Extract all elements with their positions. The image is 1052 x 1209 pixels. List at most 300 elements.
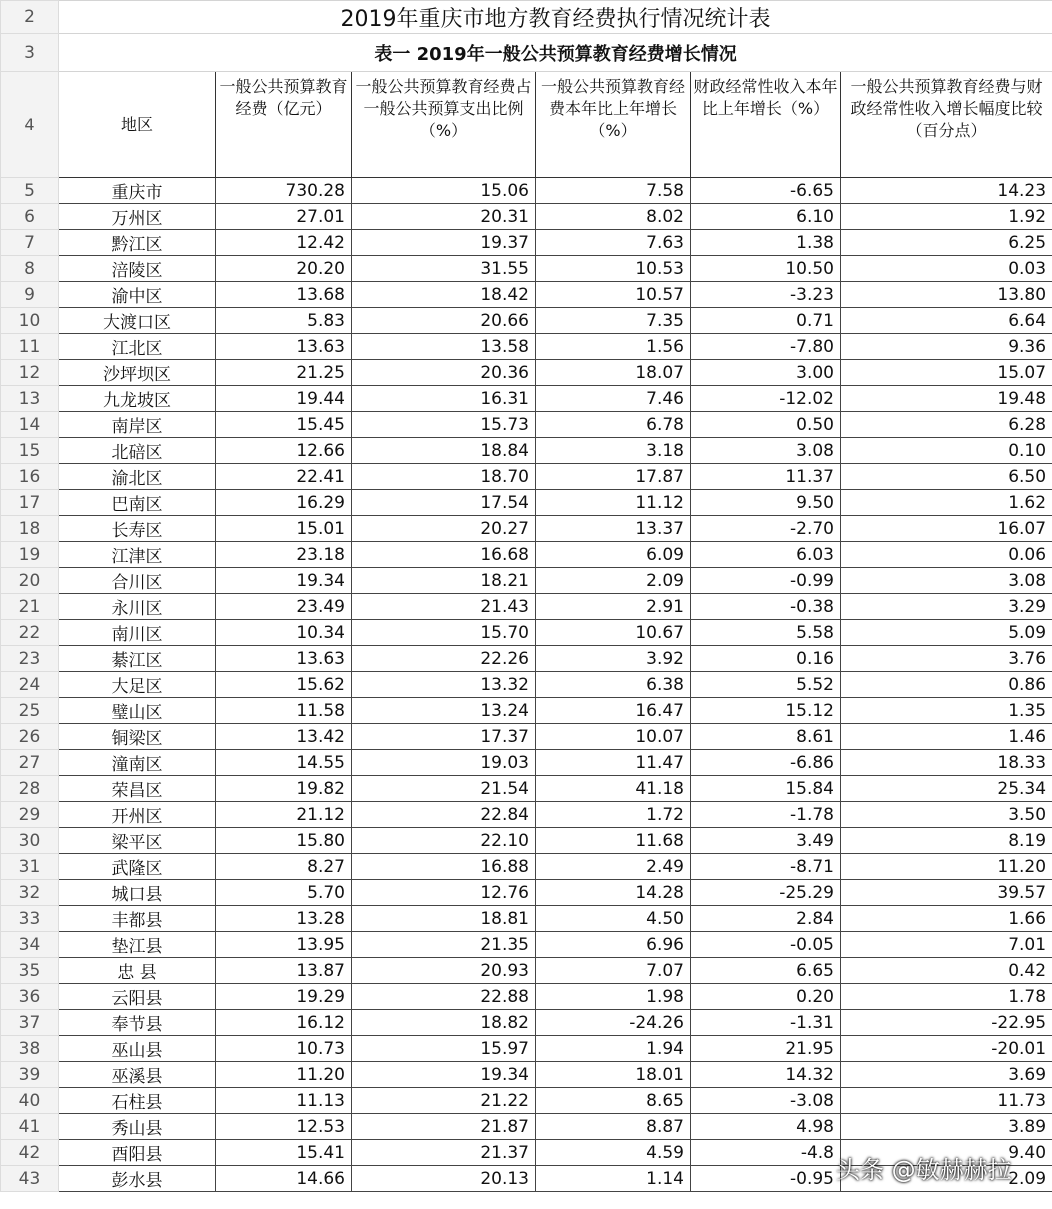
share-cell[interactable]: 22.26 (352, 646, 536, 672)
funds-growth-cell[interactable]: 10.53 (536, 256, 691, 282)
education-funds-cell[interactable]: 13.42 (216, 724, 352, 750)
comparison-cell[interactable]: 6.50 (841, 464, 1052, 490)
region-cell[interactable]: 渝北区 (59, 464, 216, 490)
funds-growth-cell[interactable]: 11.12 (536, 490, 691, 516)
education-funds-cell[interactable]: 22.41 (216, 464, 352, 490)
row-number: 26 (1, 724, 59, 750)
education-funds-cell[interactable]: 23.18 (216, 542, 352, 568)
funds-growth-cell[interactable]: 18.01 (536, 1062, 691, 1088)
table-row (1, 230, 1052, 256)
education-funds-cell[interactable]: 15.45 (216, 412, 352, 438)
revenue-growth-cell[interactable]: 9.50 (691, 490, 841, 516)
funds-growth-cell[interactable]: 1.56 (536, 334, 691, 360)
comparison-cell[interactable]: 6.25 (841, 230, 1052, 256)
revenue-growth-cell[interactable]: 11.37 (691, 464, 841, 490)
comparison-cell[interactable]: 0.10 (841, 438, 1052, 464)
share-cell[interactable]: 22.88 (352, 984, 536, 1010)
revenue-growth-cell[interactable]: 1.38 (691, 230, 841, 256)
comparison-cell[interactable]: 3.29 (841, 594, 1052, 620)
share-cell[interactable]: 18.84 (352, 438, 536, 464)
share-cell[interactable]: 18.42 (352, 282, 536, 308)
funds-growth-cell[interactable]: 41.18 (536, 776, 691, 802)
table-row (1, 516, 1052, 542)
revenue-growth-cell[interactable]: 0.50 (691, 412, 841, 438)
comparison-cell[interactable]: 0.86 (841, 672, 1052, 698)
table-row (1, 984, 1052, 1010)
table-row (1, 854, 1052, 880)
revenue-growth-cell[interactable]: -7.80 (691, 334, 841, 360)
education-funds-cell[interactable]: 13.28 (216, 906, 352, 932)
table-row (1, 1036, 1052, 1062)
header-funds-growth[interactable]: 一般公共预算教育经费本年比上年增长（%） (536, 72, 691, 178)
region-cell[interactable]: 长寿区 (59, 516, 216, 542)
row-number: 10 (1, 308, 59, 334)
header-education-funds[interactable]: 一般公共预算教育经费（亿元） (216, 72, 352, 178)
region-cell[interactable]: 合川区 (59, 568, 216, 594)
share-cell[interactable]: 19.03 (352, 750, 536, 776)
row-number: 11 (1, 334, 59, 360)
header-revenue-growth[interactable]: 财政经常性收入本年比上年增长（%） (691, 72, 841, 178)
region-cell[interactable]: 巴南区 (59, 490, 216, 516)
funds-growth-cell[interactable]: 2.49 (536, 854, 691, 880)
share-cell[interactable]: 21.87 (352, 1114, 536, 1140)
share-cell[interactable]: 16.31 (352, 386, 536, 412)
row-number: 37 (1, 1010, 59, 1036)
education-funds-cell[interactable]: 27.01 (216, 204, 352, 230)
share-cell[interactable]: 19.37 (352, 230, 536, 256)
comparison-cell[interactable]: 6.28 (841, 412, 1052, 438)
share-cell[interactable]: 20.13 (352, 1166, 536, 1192)
table-row (1, 178, 1052, 204)
region-cell[interactable]: 荣昌区 (59, 776, 216, 802)
comparison-cell[interactable]: 0.03 (841, 256, 1052, 282)
revenue-growth-cell[interactable]: 6.10 (691, 204, 841, 230)
revenue-growth-cell[interactable]: 4.98 (691, 1114, 841, 1140)
share-cell[interactable]: 17.37 (352, 724, 536, 750)
revenue-growth-cell[interactable]: -0.38 (691, 594, 841, 620)
comparison-cell[interactable]: 3.76 (841, 646, 1052, 672)
share-cell[interactable]: 13.24 (352, 698, 536, 724)
comparison-cell[interactable]: 8.19 (841, 828, 1052, 854)
row-number: 13 (1, 386, 59, 412)
funds-growth-cell[interactable]: 1.72 (536, 802, 691, 828)
comparison-cell[interactable]: 25.34 (841, 776, 1052, 802)
share-cell[interactable]: 20.31 (352, 204, 536, 230)
revenue-growth-cell[interactable]: 6.65 (691, 958, 841, 984)
education-funds-cell[interactable]: 10.34 (216, 620, 352, 646)
header-region[interactable]: 地区 (59, 72, 216, 178)
share-cell[interactable]: 13.58 (352, 334, 536, 360)
region-cell[interactable]: 大渡口区 (59, 308, 216, 334)
table-row (1, 308, 1052, 334)
funds-growth-cell[interactable]: 16.47 (536, 698, 691, 724)
region-cell[interactable]: 酉阳县 (59, 1140, 216, 1166)
education-funds-cell[interactable]: 19.34 (216, 568, 352, 594)
revenue-growth-cell[interactable]: 6.03 (691, 542, 841, 568)
table-row (1, 386, 1052, 412)
share-cell[interactable]: 16.68 (352, 542, 536, 568)
comparison-cell[interactable]: 5.09 (841, 620, 1052, 646)
revenue-growth-cell[interactable]: 0.16 (691, 646, 841, 672)
funds-growth-cell[interactable]: 11.68 (536, 828, 691, 854)
funds-growth-cell[interactable]: 18.07 (536, 360, 691, 386)
revenue-growth-cell[interactable]: 3.00 (691, 360, 841, 386)
row-number: 41 (1, 1114, 59, 1140)
region-cell[interactable]: 垫江县 (59, 932, 216, 958)
revenue-growth-cell[interactable]: 0.71 (691, 308, 841, 334)
table-row (1, 750, 1052, 776)
education-funds-cell[interactable]: 19.82 (216, 776, 352, 802)
row-number: 34 (1, 932, 59, 958)
revenue-growth-cell[interactable]: 5.58 (691, 620, 841, 646)
comparison-cell[interactable]: 16.07 (841, 516, 1052, 542)
table-row (1, 568, 1052, 594)
revenue-growth-cell[interactable]: -3.23 (691, 282, 841, 308)
region-cell[interactable]: 梁平区 (59, 828, 216, 854)
education-funds-cell[interactable]: 12.53 (216, 1114, 352, 1140)
region-cell[interactable]: 武隆区 (59, 854, 216, 880)
revenue-growth-cell[interactable]: 2.84 (691, 906, 841, 932)
row-number: 2 (1, 1, 59, 34)
comparison-cell[interactable]: 1.35 (841, 698, 1052, 724)
revenue-growth-cell[interactable]: -0.05 (691, 932, 841, 958)
funds-growth-cell[interactable]: 6.96 (536, 932, 691, 958)
education-funds-cell[interactable]: 13.95 (216, 932, 352, 958)
funds-growth-cell[interactable]: 7.58 (536, 178, 691, 204)
revenue-growth-cell[interactable]: 3.08 (691, 438, 841, 464)
comparison-cell[interactable]: 13.80 (841, 282, 1052, 308)
row-number: 14 (1, 412, 59, 438)
share-cell[interactable]: 15.97 (352, 1036, 536, 1062)
region-cell[interactable]: 彭水县 (59, 1166, 216, 1192)
comparison-cell[interactable]: 3.08 (841, 568, 1052, 594)
funds-growth-cell[interactable]: 4.59 (536, 1140, 691, 1166)
revenue-growth-cell[interactable]: -4.8 (691, 1140, 841, 1166)
region-cell[interactable]: 南岸区 (59, 412, 216, 438)
row-number: 23 (1, 646, 59, 672)
region-cell[interactable]: 南川区 (59, 620, 216, 646)
funds-growth-cell[interactable]: 10.07 (536, 724, 691, 750)
share-cell[interactable]: 15.06 (352, 178, 536, 204)
funds-growth-cell[interactable]: 7.46 (536, 386, 691, 412)
revenue-growth-cell[interactable]: -6.65 (691, 178, 841, 204)
row-number: 15 (1, 438, 59, 464)
row-number: 22 (1, 620, 59, 646)
funds-growth-cell[interactable]: 10.67 (536, 620, 691, 646)
region-cell[interactable]: 永川区 (59, 594, 216, 620)
region-cell[interactable]: 铜梁区 (59, 724, 216, 750)
funds-growth-cell[interactable]: 7.35 (536, 308, 691, 334)
education-funds-cell[interactable]: 12.66 (216, 438, 352, 464)
table-row (1, 906, 1052, 932)
funds-growth-cell[interactable]: 2.91 (536, 594, 691, 620)
funds-growth-cell[interactable]: 1.94 (536, 1036, 691, 1062)
revenue-growth-cell[interactable]: 21.95 (691, 1036, 841, 1062)
region-cell[interactable]: 忠 县 (59, 958, 216, 984)
education-funds-cell[interactable]: 5.83 (216, 308, 352, 334)
funds-growth-cell[interactable]: -24.26 (536, 1010, 691, 1036)
share-cell[interactable]: 20.93 (352, 958, 536, 984)
comparison-cell[interactable]: 19.48 (841, 386, 1052, 412)
table-row (1, 646, 1052, 672)
comparison-cell[interactable]: 18.33 (841, 750, 1052, 776)
share-cell[interactable]: 19.34 (352, 1062, 536, 1088)
table-row (1, 698, 1052, 724)
table-row (1, 464, 1052, 490)
region-cell[interactable]: 城口县 (59, 880, 216, 906)
funds-growth-cell[interactable]: 17.87 (536, 464, 691, 490)
row-number: 27 (1, 750, 59, 776)
funds-growth-cell[interactable]: 7.63 (536, 230, 691, 256)
table-row (1, 672, 1052, 698)
revenue-growth-cell[interactable]: 5.52 (691, 672, 841, 698)
table-row (1, 282, 1052, 308)
education-funds-cell[interactable]: 19.29 (216, 984, 352, 1010)
revenue-growth-cell[interactable]: -3.08 (691, 1088, 841, 1114)
region-cell[interactable]: 潼南区 (59, 750, 216, 776)
region-cell[interactable]: 九龙坡区 (59, 386, 216, 412)
revenue-growth-cell[interactable]: 14.32 (691, 1062, 841, 1088)
funds-growth-cell[interactable]: 8.02 (536, 204, 691, 230)
revenue-growth-cell[interactable]: -25.29 (691, 880, 841, 906)
comparison-cell[interactable]: 14.23 (841, 178, 1052, 204)
education-funds-cell[interactable]: 8.27 (216, 854, 352, 880)
revenue-growth-cell[interactable]: -1.78 (691, 802, 841, 828)
funds-growth-cell[interactable]: 3.92 (536, 646, 691, 672)
comparison-cell[interactable]: 1.62 (841, 490, 1052, 516)
comparison-cell[interactable]: 1.66 (841, 906, 1052, 932)
revenue-growth-cell[interactable]: -1.31 (691, 1010, 841, 1036)
row-number: 21 (1, 594, 59, 620)
region-cell[interactable]: 北碚区 (59, 438, 216, 464)
comparison-cell[interactable]: 1.46 (841, 724, 1052, 750)
revenue-growth-cell[interactable]: -8.71 (691, 854, 841, 880)
education-funds-cell[interactable]: 15.62 (216, 672, 352, 698)
comparison-cell[interactable]: 39.57 (841, 880, 1052, 906)
region-cell[interactable]: 璧山区 (59, 698, 216, 724)
comparison-cell[interactable]: 0.42 (841, 958, 1052, 984)
table-row (1, 932, 1052, 958)
revenue-growth-cell[interactable]: -0.95 (691, 1166, 841, 1192)
watermark-text: 头条 @敏赫赫拉 (836, 1156, 1012, 1184)
row-number: 40 (1, 1088, 59, 1114)
education-funds-cell[interactable]: 11.20 (216, 1062, 352, 1088)
funds-growth-cell[interactable]: 11.47 (536, 750, 691, 776)
region-cell[interactable]: 大足区 (59, 672, 216, 698)
share-cell[interactable]: 22.10 (352, 828, 536, 854)
funds-growth-cell[interactable]: 6.38 (536, 672, 691, 698)
education-funds-cell[interactable]: 20.20 (216, 256, 352, 282)
row-number: 36 (1, 984, 59, 1010)
region-cell[interactable]: 綦江区 (59, 646, 216, 672)
education-funds-cell[interactable]: 10.73 (216, 1036, 352, 1062)
row-number: 32 (1, 880, 59, 906)
share-cell[interactable]: 18.81 (352, 906, 536, 932)
region-cell[interactable]: 秀山县 (59, 1114, 216, 1140)
share-cell[interactable]: 16.88 (352, 854, 536, 880)
comparison-cell[interactable]: 11.73 (841, 1088, 1052, 1114)
table-row (1, 1114, 1052, 1140)
revenue-growth-cell[interactable]: 15.12 (691, 698, 841, 724)
row-number: 9 (1, 282, 59, 308)
share-cell[interactable]: 20.66 (352, 308, 536, 334)
education-funds-cell[interactable]: 12.42 (216, 230, 352, 256)
education-funds-cell[interactable]: 19.44 (216, 386, 352, 412)
education-funds-cell[interactable]: 13.87 (216, 958, 352, 984)
education-funds-cell[interactable]: 16.12 (216, 1010, 352, 1036)
table-row (1, 802, 1052, 828)
education-funds-cell[interactable]: 5.70 (216, 880, 352, 906)
region-cell[interactable]: 黔江区 (59, 230, 216, 256)
education-funds-cell[interactable]: 730.28 (216, 178, 352, 204)
revenue-growth-cell[interactable]: 0.20 (691, 984, 841, 1010)
header-share-of-expenditure[interactable]: 一般公共预算教育经费占一般公共预算支出比例（%） (352, 72, 536, 178)
share-cell[interactable]: 18.21 (352, 568, 536, 594)
share-cell[interactable]: 31.55 (352, 256, 536, 282)
education-funds-cell[interactable]: 14.55 (216, 750, 352, 776)
funds-growth-cell[interactable]: 7.07 (536, 958, 691, 984)
share-cell[interactable]: 15.70 (352, 620, 536, 646)
education-funds-cell[interactable]: 16.29 (216, 490, 352, 516)
funds-growth-cell[interactable]: 3.18 (536, 438, 691, 464)
region-cell[interactable]: 涪陵区 (59, 256, 216, 282)
education-funds-cell[interactable]: 15.80 (216, 828, 352, 854)
revenue-growth-cell[interactable]: 3.49 (691, 828, 841, 854)
funds-growth-cell[interactable]: 8.65 (536, 1088, 691, 1114)
region-cell[interactable]: 万州区 (59, 204, 216, 230)
region-cell[interactable]: 石柱县 (59, 1088, 216, 1114)
comparison-cell[interactable]: 2.09 (841, 1166, 1052, 1192)
header-growth-comparison[interactable]: 一般公共预算教育经费与财政经常性收入增长幅度比较（百分点） (841, 72, 1052, 178)
share-cell[interactable]: 20.27 (352, 516, 536, 542)
share-cell[interactable]: 20.36 (352, 360, 536, 386)
education-funds-cell[interactable]: 15.01 (216, 516, 352, 542)
education-funds-cell[interactable]: 11.13 (216, 1088, 352, 1114)
comparison-cell[interactable]: -20.01 (841, 1036, 1052, 1062)
share-cell[interactable]: 17.54 (352, 490, 536, 516)
education-funds-cell[interactable]: 13.68 (216, 282, 352, 308)
row-number: 35 (1, 958, 59, 984)
revenue-growth-cell[interactable]: 10.50 (691, 256, 841, 282)
funds-growth-cell[interactable]: 6.09 (536, 542, 691, 568)
education-funds-cell[interactable]: 13.63 (216, 646, 352, 672)
education-funds-cell[interactable]: 21.12 (216, 802, 352, 828)
comparison-cell[interactable]: 6.64 (841, 308, 1052, 334)
region-cell[interactable]: 云阳县 (59, 984, 216, 1010)
comparison-cell[interactable]: 15.07 (841, 360, 1052, 386)
share-cell[interactable]: 21.22 (352, 1088, 536, 1114)
share-cell[interactable]: 21.54 (352, 776, 536, 802)
comparison-cell[interactable]: 7.01 (841, 932, 1052, 958)
comparison-cell[interactable]: 3.50 (841, 802, 1052, 828)
education-funds-cell[interactable]: 14.66 (216, 1166, 352, 1192)
share-cell[interactable]: 22.84 (352, 802, 536, 828)
share-cell[interactable]: 18.82 (352, 1010, 536, 1036)
funds-growth-cell[interactable]: 2.09 (536, 568, 691, 594)
subtitle-row (1, 34, 1052, 72)
education-funds-cell[interactable]: 23.49 (216, 594, 352, 620)
region-cell[interactable]: 沙坪坝区 (59, 360, 216, 386)
education-funds-cell[interactable]: 15.41 (216, 1140, 352, 1166)
revenue-growth-cell[interactable]: -0.99 (691, 568, 841, 594)
table-row (1, 828, 1052, 854)
revenue-growth-cell[interactable]: -12.02 (691, 386, 841, 412)
comparison-cell[interactable]: 11.20 (841, 854, 1052, 880)
comparison-cell[interactable]: 3.89 (841, 1114, 1052, 1140)
share-cell[interactable]: 21.35 (352, 932, 536, 958)
row-number: 6 (1, 204, 59, 230)
sheet-title[interactable]: 2019年重庆市地方教育经费执行情况统计表 (59, 1, 1052, 34)
comparison-cell[interactable]: 1.78 (841, 984, 1052, 1010)
table-row (1, 1062, 1052, 1088)
region-cell[interactable]: 重庆市 (59, 178, 216, 204)
table-row (1, 438, 1052, 464)
table-row (1, 360, 1052, 386)
table-row (1, 490, 1052, 516)
revenue-growth-cell[interactable]: -6.86 (691, 750, 841, 776)
row-number: 29 (1, 802, 59, 828)
comparison-cell[interactable]: 3.69 (841, 1062, 1052, 1088)
funds-growth-cell[interactable]: 13.37 (536, 516, 691, 542)
row-number: 28 (1, 776, 59, 802)
funds-growth-cell[interactable]: 14.28 (536, 880, 691, 906)
table-subtitle[interactable]: 表一 2019年一般公共预算教育经费增长情况 (59, 34, 1052, 72)
region-cell[interactable]: 江北区 (59, 334, 216, 360)
revenue-growth-cell[interactable]: 15.84 (691, 776, 841, 802)
share-cell[interactable]: 18.70 (352, 464, 536, 490)
education-funds-cell[interactable]: 11.58 (216, 698, 352, 724)
region-cell[interactable]: 开州区 (59, 802, 216, 828)
funds-growth-cell[interactable]: 1.98 (536, 984, 691, 1010)
row-number: 4 (1, 72, 59, 178)
revenue-growth-cell[interactable]: -2.70 (691, 516, 841, 542)
funds-growth-cell[interactable]: 10.57 (536, 282, 691, 308)
education-funds-cell[interactable]: 21.25 (216, 360, 352, 386)
row-number: 38 (1, 1036, 59, 1062)
region-cell[interactable]: 巫山县 (59, 1036, 216, 1062)
funds-growth-cell[interactable]: 4.50 (536, 906, 691, 932)
row-number: 42 (1, 1140, 59, 1166)
revenue-growth-cell[interactable]: 8.61 (691, 724, 841, 750)
region-cell[interactable]: 奉节县 (59, 1010, 216, 1036)
table-row (1, 256, 1052, 282)
share-cell[interactable]: 15.73 (352, 412, 536, 438)
region-cell[interactable]: 渝中区 (59, 282, 216, 308)
region-cell[interactable]: 巫溪县 (59, 1062, 216, 1088)
share-cell[interactable]: 12.76 (352, 880, 536, 906)
comparison-cell[interactable]: 0.06 (841, 542, 1052, 568)
row-number: 17 (1, 490, 59, 516)
funds-growth-cell[interactable]: 8.87 (536, 1114, 691, 1140)
funds-growth-cell[interactable]: 6.78 (536, 412, 691, 438)
share-cell[interactable]: 13.32 (352, 672, 536, 698)
row-number: 20 (1, 568, 59, 594)
row-number: 3 (1, 34, 59, 72)
comparison-cell[interactable]: 9.36 (841, 334, 1052, 360)
table-row (1, 958, 1052, 984)
region-cell[interactable]: 江津区 (59, 542, 216, 568)
comparison-cell[interactable]: -22.95 (841, 1010, 1052, 1036)
funds-growth-cell[interactable]: 1.14 (536, 1166, 691, 1192)
share-cell[interactable]: 21.43 (352, 594, 536, 620)
table-row (1, 724, 1052, 750)
comparison-cell[interactable]: 1.92 (841, 204, 1052, 230)
education-funds-cell[interactable]: 13.63 (216, 334, 352, 360)
region-cell[interactable]: 丰都县 (59, 906, 216, 932)
comparison-cell[interactable]: 9.40 (841, 1140, 1052, 1166)
table-row (1, 1088, 1052, 1114)
share-cell[interactable]: 21.37 (352, 1140, 536, 1166)
